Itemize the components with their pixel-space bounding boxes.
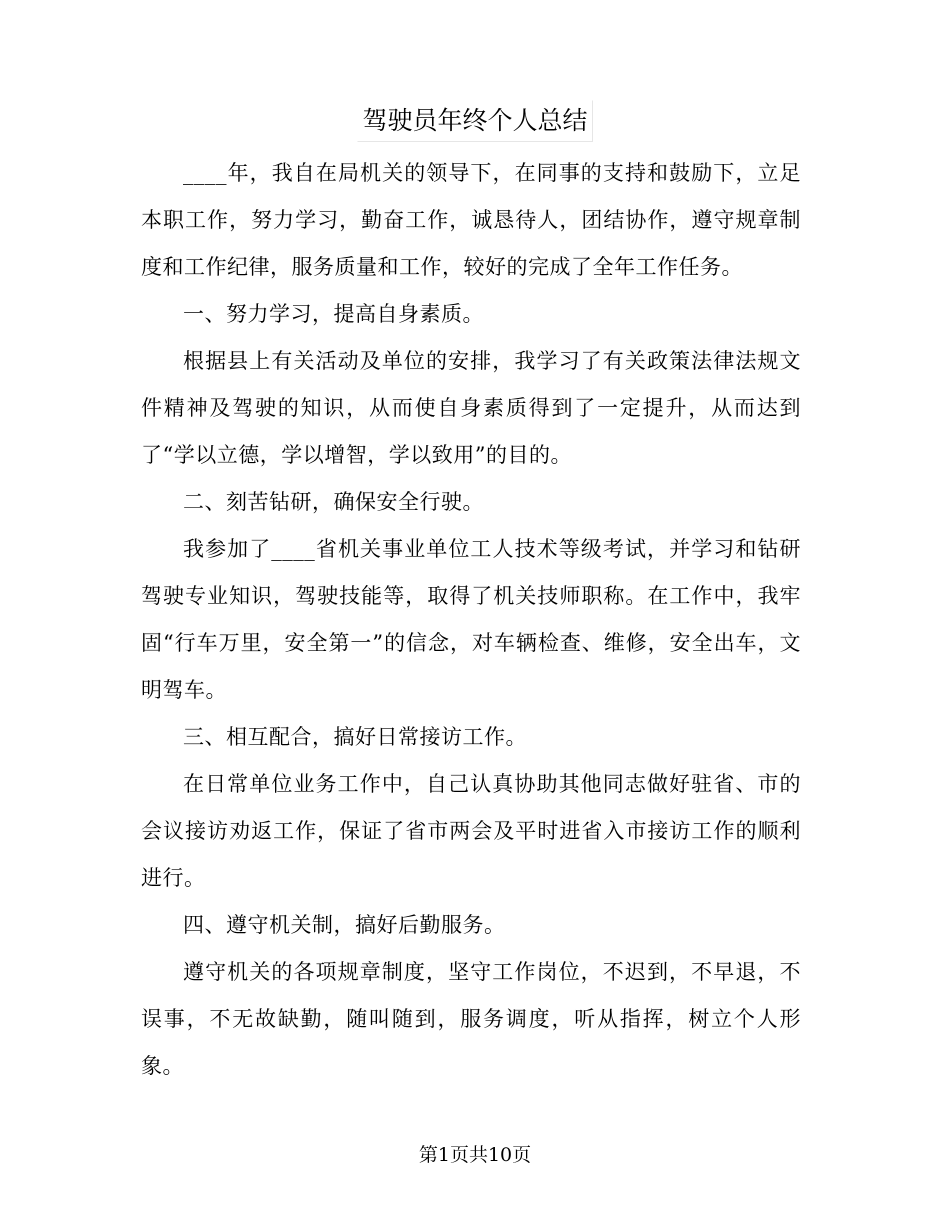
paragraph-section-2: 我参加了____省机关事业单位工人技术等级考试，并学习和钻研驾驶专业知识，驾驶技能等，取得了机关技师职称。在工作中，我牢固“行车万里，安全第一”的信念，对车辆检查、维修，安全出车，文明驾车。: [141, 537, 801, 702]
section-heading-4: 四、遵守机关制，搞好后勤服务。: [183, 913, 506, 937]
page-number-footer: 第1页共10页: [418, 1144, 532, 1166]
paragraph-section-4: 遵守机关的各项规章制度，坚守工作岗位，不迟到，不早退，不误事，不无故缺勤，随叫随到，服务调度，听从指挥，树立个人形象。: [141, 960, 801, 1078]
paragraph-section-3: 在日常单位业务工作中，自己认真协助其他同志做好驻省、市的会议接访劝返工作，保证了省市两会及平时进省入市接访工作的顺利进行。: [141, 772, 801, 890]
section-heading-1: 一、努力学习，提高自身素质。: [183, 302, 484, 326]
section-heading-2: 二、刻苦钻研，确保安全行驶。: [183, 490, 484, 514]
paragraph-intro: ____年，我自在局机关的领导下，在同事的支持和鼓励下，立足本职工作，努力学习，勤奋工作，诚恳待人，团结协作，遵守规章制度和工作纪律，服务质量和工作，较好的完成了全年工作任务。: [141, 161, 801, 279]
section-heading-3: 三、相互配合，搞好日常接访工作。: [183, 725, 527, 749]
document-title: [0, 100, 950, 142]
paragraph-section-1: 根据县上有关活动及单位的安排，我学习了有关政策法律法规文件精神及驾驶的知识，从而使自身素质得到了一定提升，从而达到了“学以立德，学以增智，学以致用”的目的。: [141, 349, 801, 467]
document-body: [141, 150, 801, 1090]
document-title-text: 驾驶员年终个人总结: [357, 100, 592, 142]
